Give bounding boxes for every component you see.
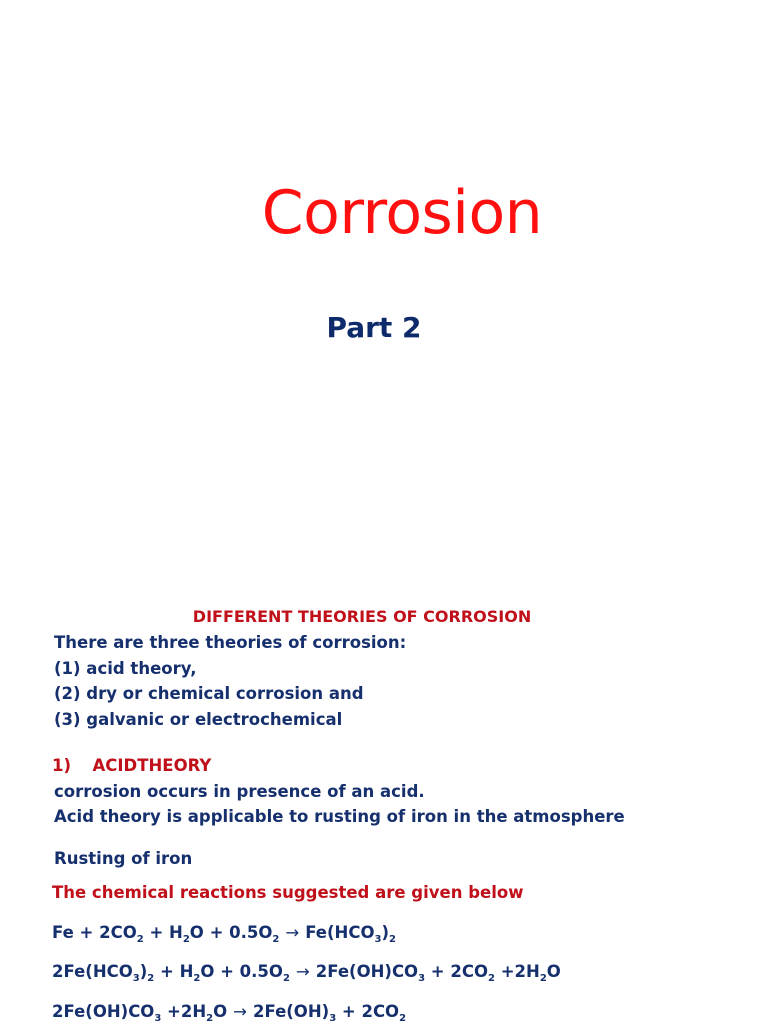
equation-rhs-term: + $2CO_2$	[425, 962, 495, 984]
acid-theory-number: 1)	[52, 756, 72, 775]
reaction-arrow-icon: →	[295, 962, 310, 981]
subscript: 2	[487, 973, 495, 984]
equation-rhs-term: O	[546, 962, 561, 981]
rusting-label: Rusting of iron	[54, 849, 193, 868]
reaction-arrow-icon: →	[285, 923, 300, 942]
equation-lhs-term: + $H_2$	[143, 923, 190, 945]
equation-rhs-term: $2Fe(OH)CO_3$	[315, 962, 426, 984]
equation-lhs-term: O	[213, 1002, 228, 1021]
intro-text: There are three theories of corrosion:	[54, 633, 407, 652]
page-title: Corrosion	[261, 178, 543, 248]
equation-rhs-term: )$_2$	[381, 923, 396, 945]
acid-theory-line-2: Acid theory is applicable to rusting of iron in the atmosphere	[54, 807, 625, 826]
equation-rhs-term: $2Fe(OH)_3$	[252, 1002, 337, 1024]
page-subtitle: Part 2	[326, 311, 422, 344]
equation-rhs-term: + $2CO_2$	[336, 1002, 407, 1024]
subscript: 2	[399, 1013, 407, 1024]
subscript: 3	[329, 1013, 337, 1024]
equation-2	[52, 962, 561, 984]
theory-item-2: (2) dry or chemical corrosion and	[54, 684, 364, 703]
acid-theory-heading	[52, 756, 211, 775]
equation-rhs-term: $Fe(HCO_3$	[305, 923, 382, 945]
subscript: 2	[136, 934, 144, 945]
subscript: 2	[282, 973, 290, 984]
equation-lhs-term: $O + 0.5O_2$	[200, 962, 290, 984]
theory-item-3: (3) galvanic or electrochemical	[54, 710, 343, 729]
equation-lhs-term: $Fe + 2CO_2$	[52, 923, 144, 945]
equation-lhs-term: $+2H_2$	[161, 1002, 214, 1024]
equation-1	[52, 923, 396, 945]
subscript: 3	[154, 1013, 162, 1024]
acid-theory-line-1: corrosion occurs in presence of an acid.	[54, 782, 425, 801]
subscript: 2	[206, 1013, 214, 1024]
equation-lhs-term: )$_2$	[139, 962, 155, 984]
subscript: 2	[182, 934, 190, 945]
equation-lhs-term: $O + 0.5O_2$	[189, 923, 280, 945]
acid-theory-title: ACIDTHEORY	[92, 756, 212, 775]
subscript: 3	[374, 934, 382, 945]
subscript: 2	[147, 973, 155, 984]
subscript: 3	[132, 973, 140, 984]
equation-lhs-term: $2Fe(HCO_3$	[52, 962, 140, 984]
equation-lhs-term: + $H_2$	[154, 962, 201, 984]
reactions-heading: The chemical reactions suggested are given below	[52, 883, 524, 902]
equation-rhs-term: $+2H_2$	[494, 962, 547, 984]
theory-item-1: (1) acid theory,	[54, 659, 197, 678]
equation-lhs-term: $2Fe(OH)CO_3$	[52, 1002, 162, 1024]
reaction-arrow-icon: →	[233, 1002, 247, 1021]
equation-3	[52, 1002, 407, 1024]
subscript: 2	[539, 973, 547, 984]
subscript: 2	[389, 934, 396, 945]
subscript: 2	[272, 934, 280, 945]
section-heading: DIFFERENT THEORIES OF CORROSION	[192, 607, 532, 626]
subscript: 2	[193, 973, 201, 984]
subscript: 3	[418, 973, 426, 984]
